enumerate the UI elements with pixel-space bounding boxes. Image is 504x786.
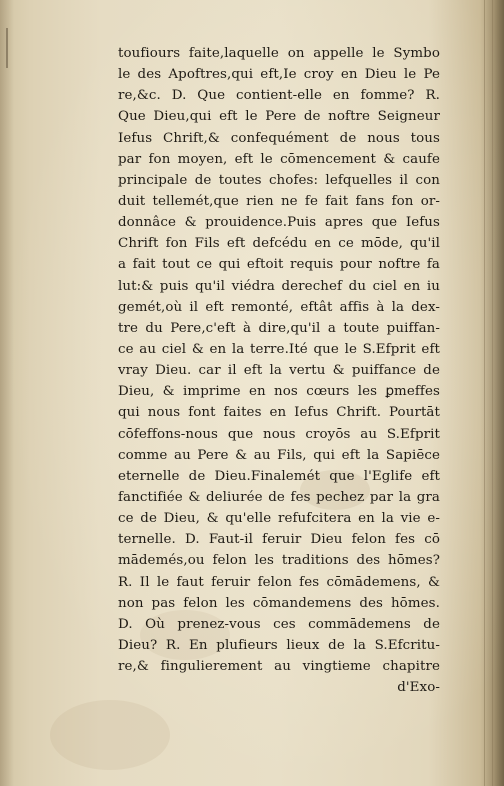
text-line: ce de Dieu, & qu'elle refufcitera en la vie e- <box>118 511 440 527</box>
text-line: eternelle de Dieu.Finalemét que l'Eglife eft <box>118 468 440 484</box>
text-line: mādemés,ou felon les traditions des hōmes? <box>118 553 440 569</box>
text-line: tre du Pere,c'eft à dire,qu'il a toute puiffan- <box>118 320 440 336</box>
text-line: qui nous font faites en Iefus Chrift. Pourtāt <box>118 405 440 421</box>
text-line: cōfeffons-nous que nous croyōs au S.Efprit <box>118 426 440 442</box>
text-line: Chrift fon Fils eft defcédu en ce mōde, qu'il <box>118 236 440 252</box>
text-line: non pas felon les cōmandemens des hōmes. <box>118 595 440 611</box>
catchword: d'Exo- <box>397 680 440 696</box>
text-line: principale de toutes chofes: lefquelles il con <box>118 172 440 188</box>
text-line: D. Où prenez-vous ces commādemens de <box>118 616 440 632</box>
text-line: Iefus Chrift,& confequément de nous tous <box>118 130 440 146</box>
text-line: ce au ciel & en la terre.Ité que le S.Efprit eft <box>118 341 440 357</box>
text-line: fanctifiée & deliurée de fes pechez par la gra <box>118 489 440 505</box>
text-line: Dieu, & imprime en nos cœurs les ꝑmeffes <box>118 384 440 400</box>
text-line: comme au Pere & au Fils, qui eft la Sapiēce <box>118 447 440 463</box>
text-line: par fon moyen, eft le cōmencement & caufe <box>118 151 440 167</box>
text-line: R. Il le faut feruir felon fes cōmādemens, & <box>118 574 440 590</box>
text-line: gemét,où il eft remonté, eftât affis à la dex- <box>118 299 440 315</box>
text-line: le des Apoftres,qui eft,Ie croy en Dieu le Pe <box>118 67 440 83</box>
gutter-shadow <box>0 0 14 786</box>
page-right-edge <box>480 0 504 786</box>
body-text <box>118 43 440 698</box>
text-line: toufiours faite,laquelle on appelle le Symbo <box>118 46 440 61</box>
text-line: re,& fingulierement au vingtieme chapitre <box>118 659 440 675</box>
text-line: duit tellemét,que rien ne fe fait fans fon or- <box>118 193 440 209</box>
text-line: re,&c. D. Que contient-elle en fomme? R. <box>118 88 440 104</box>
text-line: lut:& puis qu'il viédra derechef du ciel en iu <box>118 278 440 294</box>
text-line: vray Dieu. car il eft la vertu & puiffance de <box>118 363 440 379</box>
margin-mark <box>6 28 8 68</box>
text-line: Dieu? R. En plufieurs lieux de la S.Efcritu- <box>118 637 440 653</box>
text-line: Que Dieu,qui eft le Pere de noftre Seigneur <box>118 109 440 125</box>
text-line: a fait tout ce qui eftoit requis pour noftre fa <box>118 257 440 273</box>
text-line: ternelle. D. Faut-il feruir Dieu felon fes cō <box>118 532 440 548</box>
text-line: donnâce & prouidence.Puis apres que Iefus <box>118 215 440 231</box>
paper-stain <box>50 700 170 770</box>
